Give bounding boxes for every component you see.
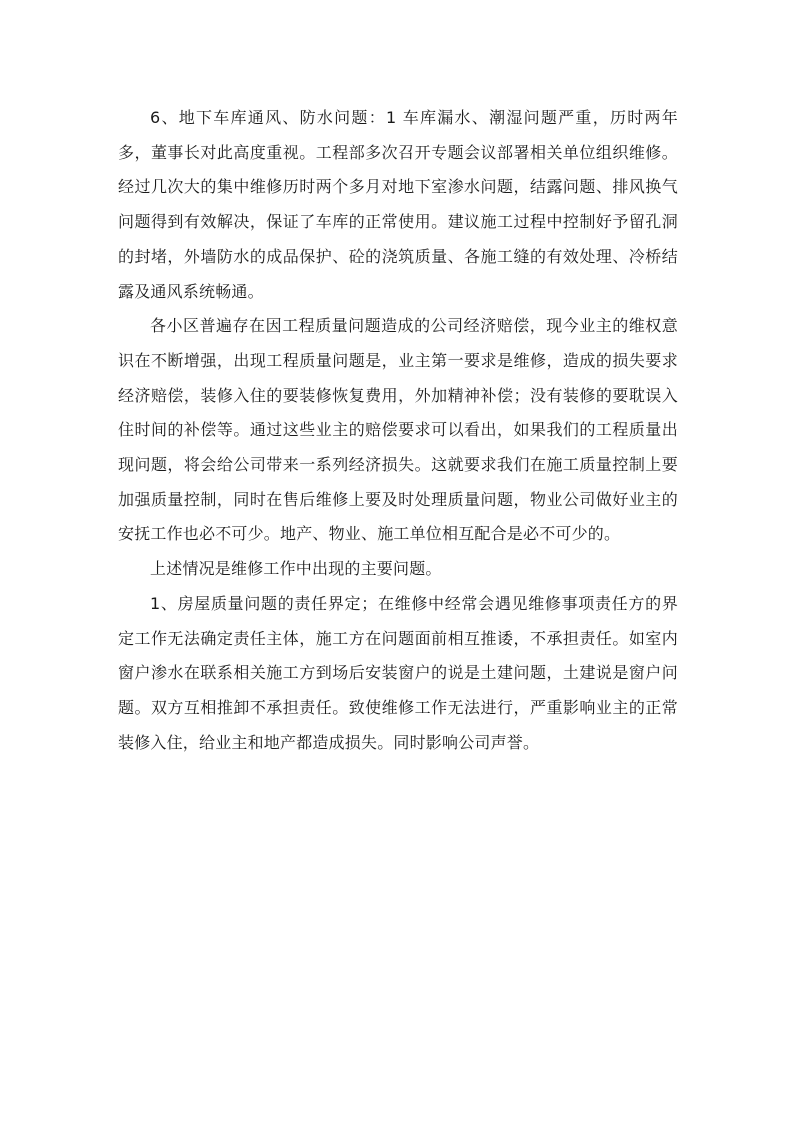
paragraph-summary: 上述情况是维修工作中出现的主要问题。 <box>150 559 442 579</box>
paragraph-responsibility: 1、房屋质量问题的责任界定；在维修中经常会遇见维修事项责任方的界定工作无法确定责任主体，施工方在问题面前相互推诿，不承担责任。如室内窗户渗水在联系相关施工方到场后安装窗户的说是土建问题，土建说是窗户问题。双方互相推卸不承担责任。致使维修工作无法进行，严重影响业主的正常装修入住，给业主和地产都造成损失。同时影响公司声誉。 <box>118 593 678 752</box>
paragraph-compensation-issues: 各小区普遍存在因工程质量问题造成的公司经济赔偿，现今业主的维权意识在不断增强，出现工程质量问题是，业主第一要求是维修，造成的损失要求经济赔偿，装修入住的要装修恢复费用，外加精神补偿；没有装修的要耽误入住时间的补偿等。通过这些业主的赔偿要求可以看出，如果我们的工程质量出现问题，将会给公司带来一系列经济损失。这就要求我们在施工质量控制上要加强质量控制，同时在售后维修上要及时处理质量问题，物业公司做好业主的安抚工作也必不可少。地产、物业、施工单位相互配合是必不可少的。 <box>118 316 678 544</box>
paragraph-basement-ventilation: 6、地下车库通风、防水问题：1 车库漏水、潮湿问题严重，历时两年多，董事长对此高度重视。工程部多次召开专题会议部署相关单位组织维修。经过几次大的集中维修历时两个多月对地下室渗水问题，结露问题、排风换气问题得到有效解决，保证了车库的正常使用。建议施工过程中控制好予留孔洞的封堵，外墙防水的成品保护、砼的浇筑质量、各施工缝的有效处理、冷桥结露及通风系统畅通。 <box>118 108 678 301</box>
document-body <box>118 101 678 760</box>
